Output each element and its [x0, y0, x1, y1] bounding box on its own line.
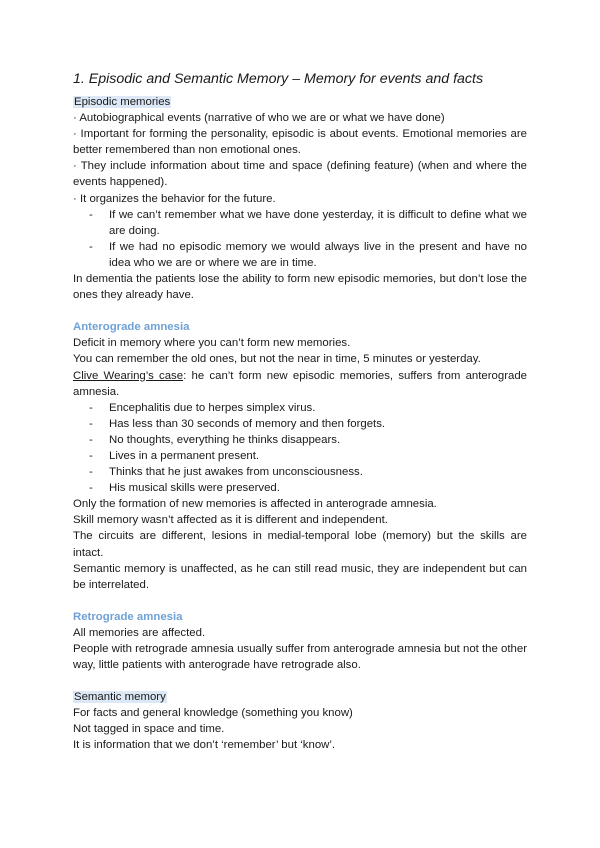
episodic-heading — [73, 94, 527, 110]
dementia-note: In dementia the patients lose the ability to form new episodic memories, but don’t lose the ones they already have. — [73, 273, 527, 302]
case-paragraph — [73, 368, 527, 400]
anterograde-heading — [73, 319, 527, 335]
retrograde-line: People with retrograde amnesia usually suffer from anterograde amnesia but not the other way, little patients with anterograde have retrograde also. — [73, 643, 527, 672]
document-page — [73, 70, 527, 754]
semantic-line: It is information that we don’t ‘remember’ but ‘know’. — [73, 739, 336, 752]
semantic-heading-highlight: Semantic memory — [74, 691, 166, 704]
anterograde-heading-text: Anterograde amnesia — [73, 321, 190, 334]
retrograde-heading — [73, 609, 527, 625]
semantic-heading — [73, 689, 527, 705]
episodic-point: · They include information about time and space (defining feature) (when and where the events happened). — [73, 160, 527, 189]
list-item: - Lives in a permanent present. — [73, 448, 527, 464]
semantic-line: Not tagged in space and time. — [73, 723, 225, 736]
anterograde-line: You can remember the old ones, but not the near in time, 5 minutes or yesterday. — [73, 353, 481, 366]
case-text: : he can’t form new episodic memories, suffers from anterograde amnesia. — [73, 369, 527, 398]
episodic-point: · Important for forming the personality, episodic is about events. Emotional memories are better remembered than non emotional ones. — [73, 128, 527, 157]
anterograde-line: Only the formation of new memories is affected in anterograde amnesia. — [73, 498, 437, 511]
list-item: - Encephalitis due to herpes simplex virus. — [73, 400, 527, 416]
case-label: Clive Wearing’s case — [73, 369, 184, 382]
list-item: - No thoughts, everything he thinks disappears. — [73, 432, 527, 448]
semantic-line: For facts and general knowledge (something you know) — [73, 707, 353, 720]
episodic-heading-highlight: Episodic memories — [74, 96, 171, 108]
case-dash-list — [73, 400, 527, 497]
list-item: - Has less than 30 seconds of memory and then forgets. — [73, 416, 527, 432]
page-title: 1. Episodic and Semantic Memory – Memory for events and facts — [73, 71, 484, 87]
list-item: - If we can’t remember what we have done yesterday, it is difficult to define what we are doing. — [73, 207, 527, 239]
anterograde-line: The circuits are different, lesions in medial-temporal lobe (memory) but the skills are intact. — [73, 530, 527, 559]
anterograde-line: Skill memory wasn’t affected as it is different and independent. — [73, 514, 388, 527]
retrograde-heading-text: Retrograde amnesia — [73, 610, 183, 623]
list-item: - His musical skills were preserved. — [73, 480, 527, 496]
episodic-dash-list — [73, 207, 527, 271]
episodic-point: · It organizes the behavior for the future. — [73, 192, 276, 205]
list-item: - Thinks that he just awakes from unconsciousness. — [73, 464, 527, 480]
list-item: - If we had no episodic memory we would always live in the present and have no idea who we are or where we are in time. — [73, 239, 527, 271]
anterograde-line: Semantic memory is unaffected, as he can still read music, they are independent but can be interrelated. — [73, 562, 527, 591]
retrograde-line: All memories are affected. — [73, 626, 206, 639]
episodic-point: · Autobiographical events (narrative of who we are or what we have done) — [73, 112, 445, 125]
anterograde-line: Deficit in memory where you can’t form new memories. — [73, 337, 351, 350]
